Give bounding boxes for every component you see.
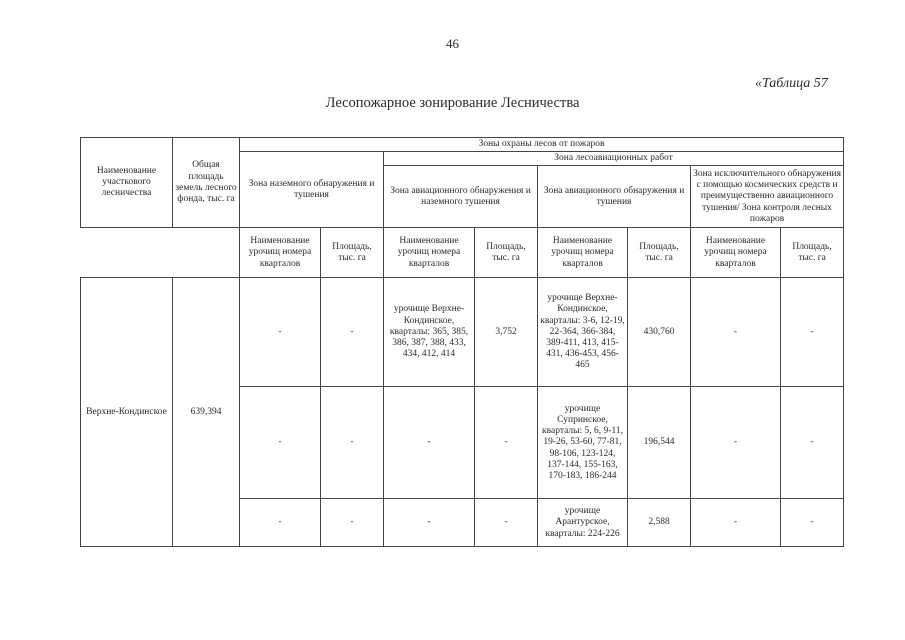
aviation-ground-name-cell: - (384, 387, 475, 499)
space-name-cell: - (691, 499, 781, 547)
aviation-area-cell: 196,544 (628, 387, 691, 499)
aviation-name-cell: урочище Верхне-Кондинское, кварталы: 3-6, 12-19, 22-364, 366-384, 389-411, 413, 415-431, 436-453, 456-465 (538, 278, 628, 387)
ground-area-cell: - (321, 499, 384, 547)
document-title: Лесопожарное зонирование Лесничества (325, 95, 580, 111)
space-area-cell: - (781, 499, 844, 547)
header-zone-space: Зона исключительного обнаружения с помощью космических средств и преимущественно авиационного тушения/ Зона контроля лесных пожаров (691, 166, 844, 228)
aviation-area-cell: 2,588 (628, 499, 691, 547)
header-sub-name: Наименование урочищ номера кварталов (384, 228, 475, 278)
header-sub-name: Наименование урочищ номера кварталов (691, 228, 781, 278)
ground-name-cell: - (240, 499, 321, 547)
space-name-cell: - (691, 387, 781, 499)
space-area-cell: - (781, 278, 844, 387)
page-number: 46 (446, 36, 459, 51)
header-zones-group: Зоны охраны лесов от пожаров (240, 138, 844, 152)
header-sub-area: Площадь, тыс. га (321, 228, 384, 278)
aviation-name-cell: урочище Супринское, кварталы: 5, 6, 9-11, 19-26, 53-60, 77-81, 98-106, 123-124, 137-144, 155-163, 170-183, 186-244 (538, 387, 628, 499)
aviation-ground-area-cell: 3,752 (475, 278, 538, 387)
ground-area-cell: - (321, 278, 384, 387)
header-total-area: Общая площадь земель лесного фонда, тыс. га (173, 138, 240, 228)
header-sub-name: Наименование урочищ номера кварталов (538, 228, 628, 278)
header-district: Наименование участкового лесничества (81, 138, 173, 228)
header-aviation-group: Зона лесоавиационных работ (384, 152, 844, 166)
table-row (81, 278, 844, 387)
aviation-ground-area-cell: - (475, 499, 538, 547)
aviation-ground-name-cell: - (384, 499, 475, 547)
header-sub-area: Площадь, тыс. га (628, 228, 691, 278)
table-caption: «Таблица 57 (755, 76, 828, 91)
header-zone-aviation: Зона авиационного обнаружения и тушения (538, 166, 691, 228)
fire-zoning-table (80, 137, 844, 547)
aviation-ground-area-cell: - (475, 387, 538, 499)
header-sub-area: Площадь, тыс. га (475, 228, 538, 278)
space-area-cell: - (781, 387, 844, 499)
district-area-cell: 639,394 (173, 278, 240, 547)
ground-name-cell: - (240, 278, 321, 387)
header-zone-ground: Зона наземного обнаружения и тушения (240, 152, 384, 228)
aviation-name-cell: урочище Арантурское, кварталы: 224-226 (538, 499, 628, 547)
header-sub-name: Наименование урочищ номера кварталов (240, 228, 321, 278)
header-zone-aviation-ground: Зона авиационного обнаружения и наземного тушения (384, 166, 538, 228)
ground-name-cell: - (240, 387, 321, 499)
aviation-ground-name-cell: урочище Верхне-Кондинское, кварталы: 365, 385, 386, 387, 388, 433, 434, 412, 414 (384, 278, 475, 387)
aviation-area-cell: 430,760 (628, 278, 691, 387)
ground-area-cell: - (321, 387, 384, 499)
header-sub-area: Площадь, тыс. га (781, 228, 844, 278)
space-name-cell: - (691, 278, 781, 387)
district-name-cell: Верхне-Кондинское (81, 278, 173, 547)
